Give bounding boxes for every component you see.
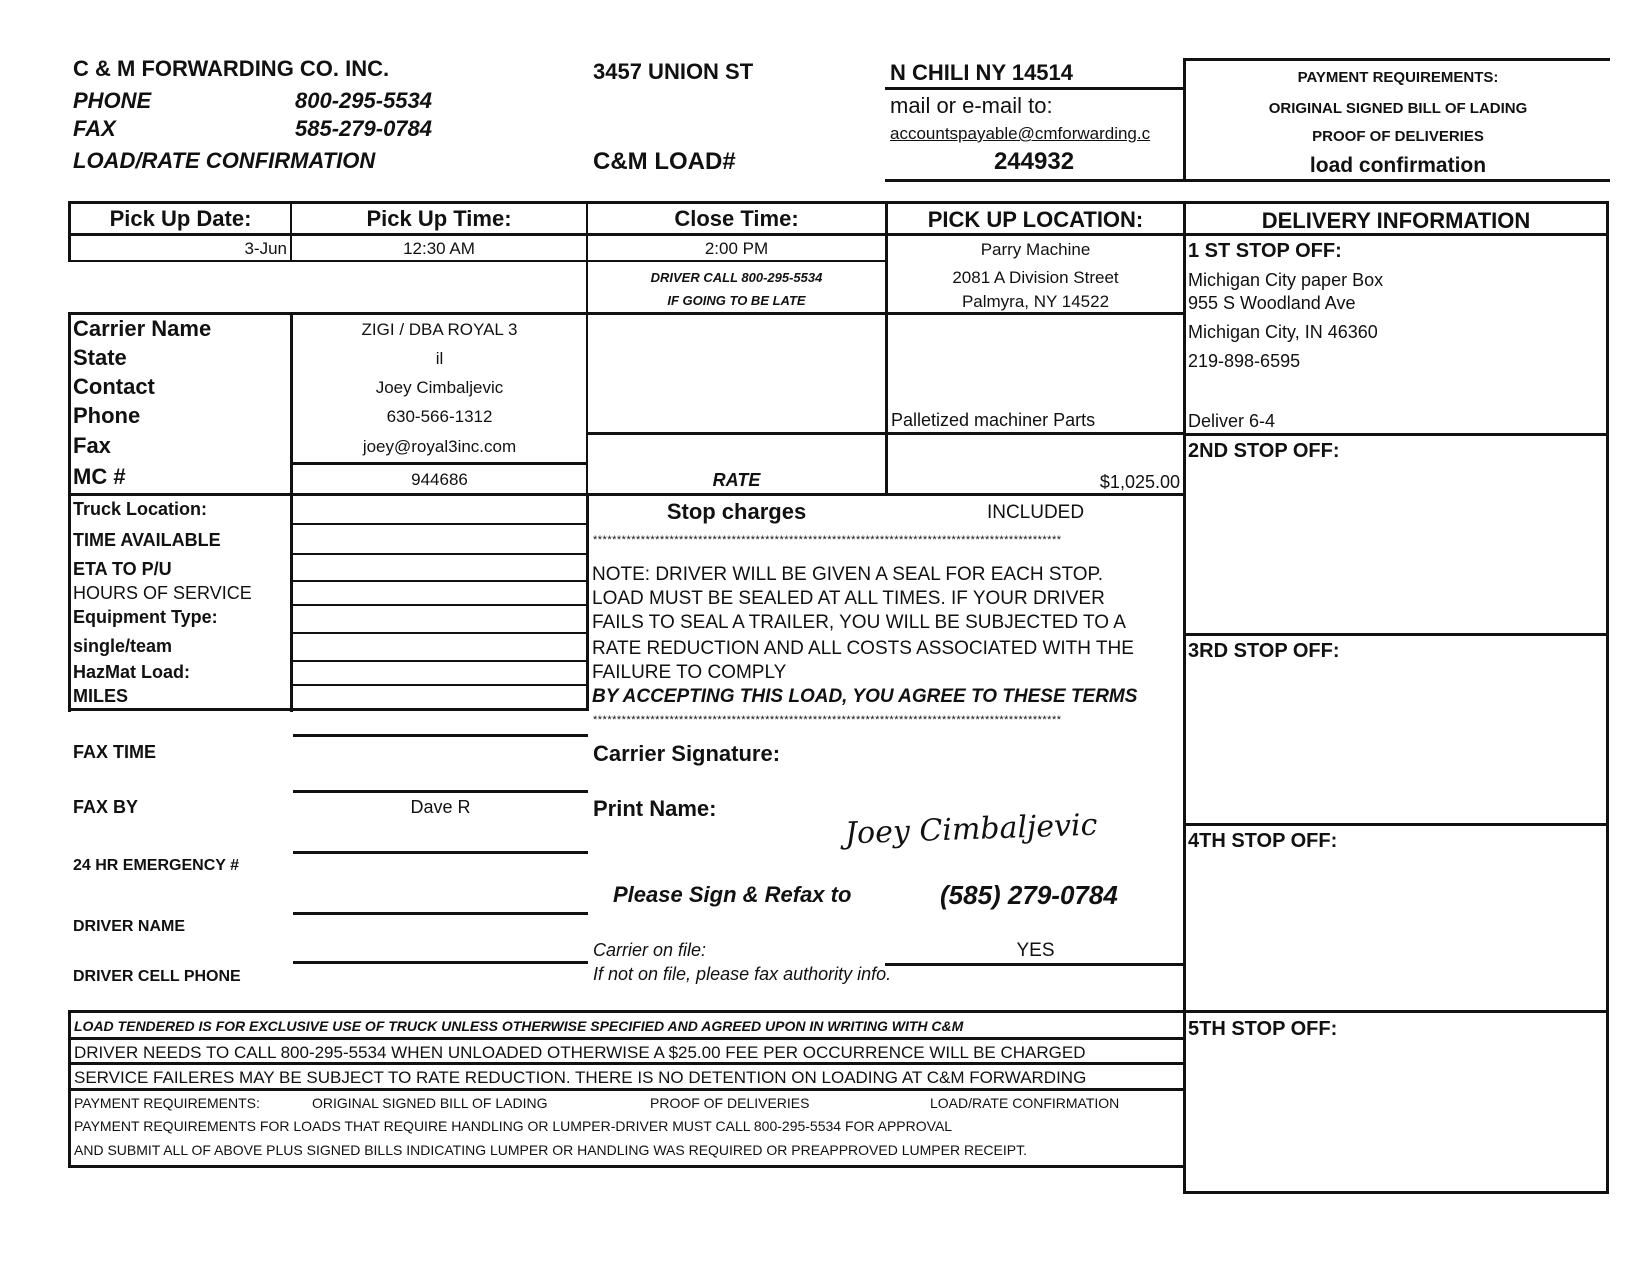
stop-charges-value: INCLUDED xyxy=(986,502,1085,523)
carrier-phone: 630-566-1312 xyxy=(386,407,493,426)
field-line xyxy=(293,790,588,793)
print-name-label: Print Name: xyxy=(593,796,717,821)
pickup-location-label: PICK UP LOCATION: xyxy=(927,207,1144,232)
pickup-location-city: Palmyra, NY 14522 xyxy=(961,292,1110,311)
company-name: C & M FORWARDING CO. INC. xyxy=(73,56,390,81)
field-line xyxy=(293,851,588,854)
note-line1: NOTE: DRIVER WILL BE GIVEN A SEAL FOR EACH STOP. xyxy=(592,564,1104,585)
payment-box-title: PAYMENT REQUIREMENTS: xyxy=(1297,69,1499,86)
stop4-label: 4TH STOP OFF: xyxy=(1188,830,1338,852)
commodity: Palletized machiner Parts xyxy=(891,410,1096,430)
driver-cell-label: DRIVER CELL PHONE xyxy=(73,968,241,985)
fax-time-label: FAX TIME xyxy=(73,742,157,762)
footer-line5: PAYMENT REQUIREMENTS FOR LOADS THAT REQUIRE HANDLING OR LUMPER-DRIVER MUST CALL 800-295-5534 FOR APPROVAL xyxy=(74,1118,953,1134)
single-team-label: single/team xyxy=(73,636,173,656)
field-line xyxy=(293,604,586,606)
stop-charges-label: Stop charges xyxy=(666,499,807,524)
field-line xyxy=(293,632,586,634)
stop2-label: 2ND STOP OFF: xyxy=(1188,440,1340,462)
driver-name-label: DRIVER NAME xyxy=(73,918,186,935)
stop1-street: 955 S Woodland Ave xyxy=(1188,293,1356,313)
table-border xyxy=(1606,201,1609,1194)
note-line4: RATE REDUCTION AND ALL COSTS ASSOCIATED WITH THE xyxy=(592,638,1134,659)
carrier-name: ZIGI / DBA ROYAL 3 xyxy=(361,320,518,339)
table-border xyxy=(68,312,1186,315)
load-number: 244932 xyxy=(993,148,1075,175)
mail-label: mail or e-mail to: xyxy=(890,93,1053,118)
table-border xyxy=(68,201,1608,204)
pickup-location-name: Parry Machine xyxy=(980,240,1091,259)
carrier-signature-label: Carrier Signature: xyxy=(593,741,781,766)
note-line2: LOAD MUST BE SEALED AT ALL TIMES. IF YOUR DRIVER xyxy=(592,588,1105,609)
table-border xyxy=(290,462,588,465)
stop5-label: 5TH STOP OFF: xyxy=(1188,1018,1338,1040)
stop1-phone: 219-898-6595 xyxy=(1188,351,1301,371)
close-time-label: Close Time: xyxy=(674,206,799,231)
field-line xyxy=(293,684,586,686)
footer-line2: DRIVER NEEDS TO CALL 800-295-5534 WHEN UNLOADED OTHERWISE A $25.00 FEE PER OCCURRENCE WILL BE CHARGED xyxy=(74,1043,1086,1062)
divider xyxy=(1183,179,1610,182)
payment-box-line2: PROOF OF DELIVERIES xyxy=(1312,128,1484,145)
rate-label: RATE xyxy=(712,470,761,490)
footer-line3: SERVICE FAILERES MAY BE SUBJECT TO RATE REDUCTION. THERE IS NO DETENTION ON LOADING AT C&M FORWARDING xyxy=(74,1068,1087,1087)
carrier-state: il xyxy=(435,349,444,368)
carrier-on-file-value: YES xyxy=(1016,940,1055,961)
note-line3: FAILS TO SEAL A TRAILER, YOU WILL BE SUBJECTED TO A xyxy=(592,612,1126,633)
table-border xyxy=(1183,433,1609,436)
carrier-contact: Joey Cimbaljevic xyxy=(375,378,504,397)
table-border xyxy=(1183,1191,1609,1194)
field-line xyxy=(293,734,588,737)
carrier-mc: 944686 xyxy=(411,470,468,489)
field-line xyxy=(293,580,586,582)
stop1-deliver-date: Deliver 6-4 xyxy=(1188,411,1276,431)
table-border xyxy=(586,432,1186,435)
pickup-date: 3-Jun xyxy=(244,239,287,258)
street-address: 3457 UNION ST xyxy=(593,59,754,84)
table-border xyxy=(1183,201,1186,1194)
refax-number: (585) 279-0784 xyxy=(940,880,1118,910)
pickup-date-label: Pick Up Date: xyxy=(109,206,252,231)
table-border xyxy=(586,493,589,711)
pickup-location-street: 2081 A Division Street xyxy=(952,268,1119,287)
field-line xyxy=(293,553,586,555)
driver-call-line2: IF GOING TO BE LATE xyxy=(667,293,806,308)
payment-box-line3: load confirmation xyxy=(1309,154,1487,177)
accept-terms: BY ACCEPTING THIS LOAD, YOU AGREE TO THESE TERMS xyxy=(592,686,1138,707)
stop1-name: Michigan City paper Box xyxy=(1188,270,1384,290)
pickup-time: 12:30 AM xyxy=(403,239,475,258)
payment-box-line1: ORIGINAL SIGNED BILL OF LADING xyxy=(1268,100,1528,117)
please-sign-label: Please Sign & Refax to xyxy=(613,882,852,907)
table-border xyxy=(290,312,293,712)
table-border xyxy=(1183,1010,1609,1013)
carrier-fax-label: Fax xyxy=(73,433,111,458)
load-label: C&M LOAD# xyxy=(593,148,736,175)
table-border xyxy=(68,1010,1186,1013)
field-line xyxy=(293,523,586,525)
table-border xyxy=(1183,823,1609,826)
field-line xyxy=(293,660,586,662)
phone-number: 800-295-5534 xyxy=(295,88,433,113)
footer-pay-bol: ORIGINAL SIGNED BILL OF LADING xyxy=(312,1095,548,1111)
close-time: 2:00 PM xyxy=(704,239,769,258)
footer-pay-label: PAYMENT REQUIREMENTS: xyxy=(74,1095,260,1111)
stars-divider: ************************************************************************************************** xyxy=(593,534,1062,546)
emergency-label: 24 HR EMERGENCY # xyxy=(73,857,239,874)
table-border xyxy=(68,493,1186,496)
stop1-label: 1 ST STOP OFF: xyxy=(1188,240,1342,262)
carrier-name-label: Carrier Name xyxy=(73,316,212,341)
stop1-city: Michigan City, IN 46360 xyxy=(1188,322,1378,342)
doc-title: LOAD/RATE CONFIRMATION xyxy=(73,148,376,173)
signature: Joey Cimbaljevic xyxy=(844,807,1098,852)
carrier-fax: joey@royal3inc.com xyxy=(362,437,517,456)
delivery-info-title: DELIVERY INFORMATION xyxy=(1261,208,1531,233)
pickup-time-label: Pick Up Time: xyxy=(366,206,512,231)
field-line xyxy=(293,961,588,964)
email-link[interactable]: accountspayable@cmforwarding.c xyxy=(890,124,1151,143)
footer-pay-conf: LOAD/RATE CONFIRMATION xyxy=(930,1095,1120,1111)
rate-value: $1,025.00 xyxy=(1099,472,1180,492)
field-line xyxy=(293,912,588,915)
table-border xyxy=(68,1088,1186,1091)
equipment-type-label: Equipment Type: xyxy=(73,607,218,627)
divider xyxy=(885,179,1183,182)
time-available-label: TIME AVAILABLE xyxy=(73,530,221,550)
table-border xyxy=(68,1037,1186,1040)
stars-divider: ************************************************************************************************** xyxy=(593,714,1062,726)
driver-call-line1: DRIVER CALL 800-295-5534 xyxy=(650,270,823,285)
footer-line6: AND SUBMIT ALL OF ABOVE PLUS SIGNED BILLS INDICATING LUMPER OR HANDLING WAS REQUIRED OR PREAPPROVED LUMPER RECEIPT. xyxy=(74,1142,1027,1158)
stop3-label: 3RD STOP OFF: xyxy=(1188,640,1340,662)
miles-label: MILES xyxy=(73,686,129,706)
carrier-state-label: State xyxy=(73,345,127,370)
phone-label: PHONE xyxy=(73,88,152,113)
carrier-phone-label: Phone xyxy=(73,403,141,428)
hazmat-label: HazMat Load: xyxy=(73,662,190,682)
footer-pay-pod: PROOF OF DELIVERIES xyxy=(650,1095,810,1111)
field-line xyxy=(885,963,1185,966)
fax-label: FAX xyxy=(73,116,116,141)
carrier-mc-label: MC # xyxy=(73,464,126,489)
footer-line1: LOAD TENDERED IS FOR EXCLUSIVE USE OF TRUCK UNLESS OTHERWISE SPECIFIED AND AGREED UPON IN WRITING WITH C&M xyxy=(74,1018,964,1034)
not-on-file-note: If not on file, please fax authority info. xyxy=(593,964,892,984)
hours-of-service-label: HOURS OF SERVICE xyxy=(73,583,252,603)
table-border xyxy=(68,312,71,712)
divider xyxy=(1183,58,1610,61)
fax-by-value: Dave R xyxy=(410,797,471,817)
divider xyxy=(885,87,1183,90)
table-border xyxy=(68,1165,1186,1168)
truck-location-label: Truck Location: xyxy=(73,499,208,519)
fax-number: 585-279-0784 xyxy=(295,116,433,141)
carrier-on-file-label: Carrier on file: xyxy=(593,940,707,960)
city-state-zip: N CHILI NY 14514 xyxy=(890,60,1074,85)
eta-label: ETA TO P/U xyxy=(73,559,172,579)
table-border xyxy=(68,260,885,262)
fax-by-label: FAX BY xyxy=(73,797,139,817)
table-border xyxy=(1183,633,1609,636)
carrier-contact-label: Contact xyxy=(73,374,155,399)
table-border xyxy=(68,708,588,711)
note-line5: FAILURE TO COMPLY xyxy=(592,662,787,683)
